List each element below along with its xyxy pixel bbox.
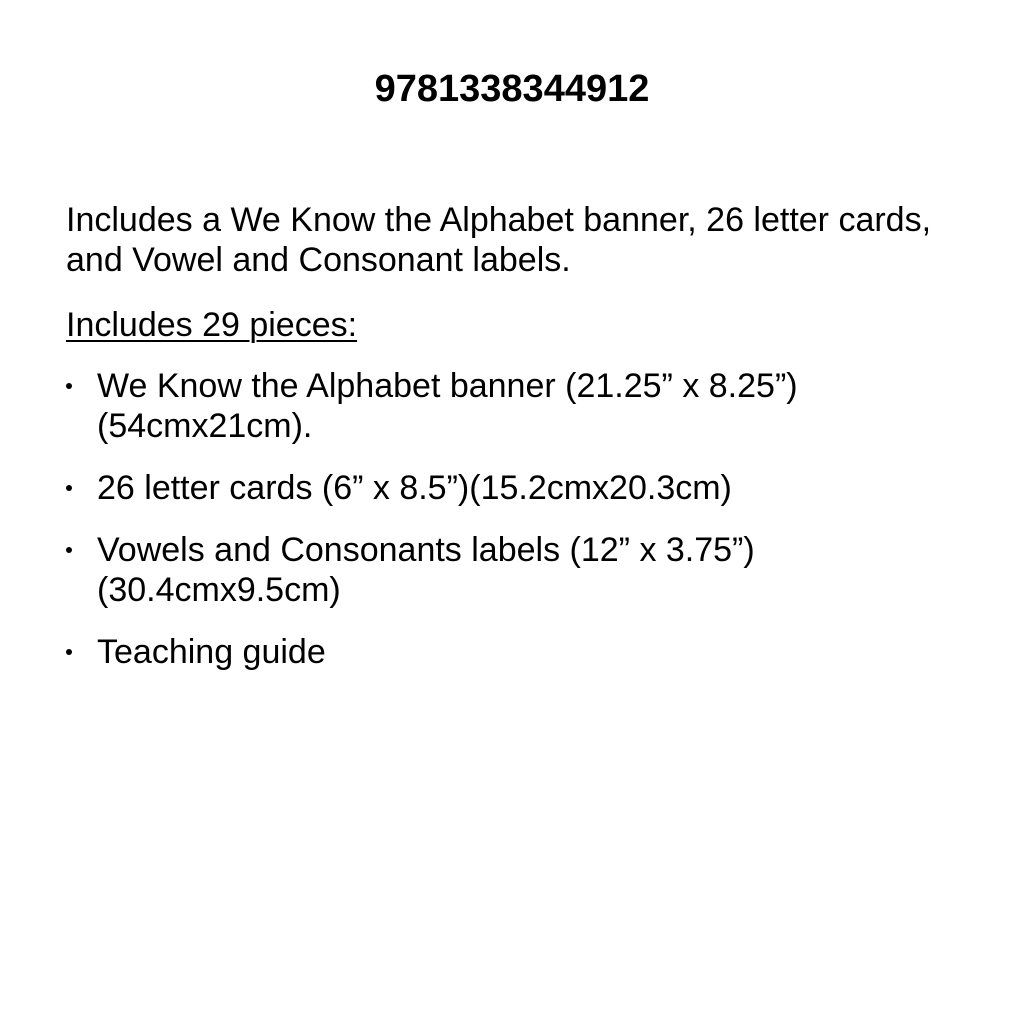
list-item [66,366,946,446]
list-item-line: 26 letter cards (6” x 8.5”)(15.2cmx20.3cm) [97,469,732,507]
list-item-line: Teaching guide [97,633,326,671]
list-item-line: (54cmx21cm). [97,407,313,445]
pieces-heading: Includes 29 pieces: [66,306,358,344]
pieces-list [66,366,946,694]
bullet-icon [66,383,72,389]
isbn-title: 9781338344912 [374,68,650,110]
product-description: Includes a We Know the Alphabet banner, 26 letter cards, and Vowel and Consonant labels. [66,201,932,279]
list-item-line: We Know the Alphabet banner (21.25” x 8.25”) [97,367,798,405]
list-item [66,468,946,508]
list-item-line: (30.4cmx9.5cm) [97,571,341,609]
list-item [66,632,946,672]
bullet-icon [66,547,72,553]
bullet-icon [66,485,72,491]
bullet-icon [66,649,72,655]
list-item [66,530,946,610]
list-item-line: Vowels and Consonants labels (12” x 3.75”) [97,531,755,569]
